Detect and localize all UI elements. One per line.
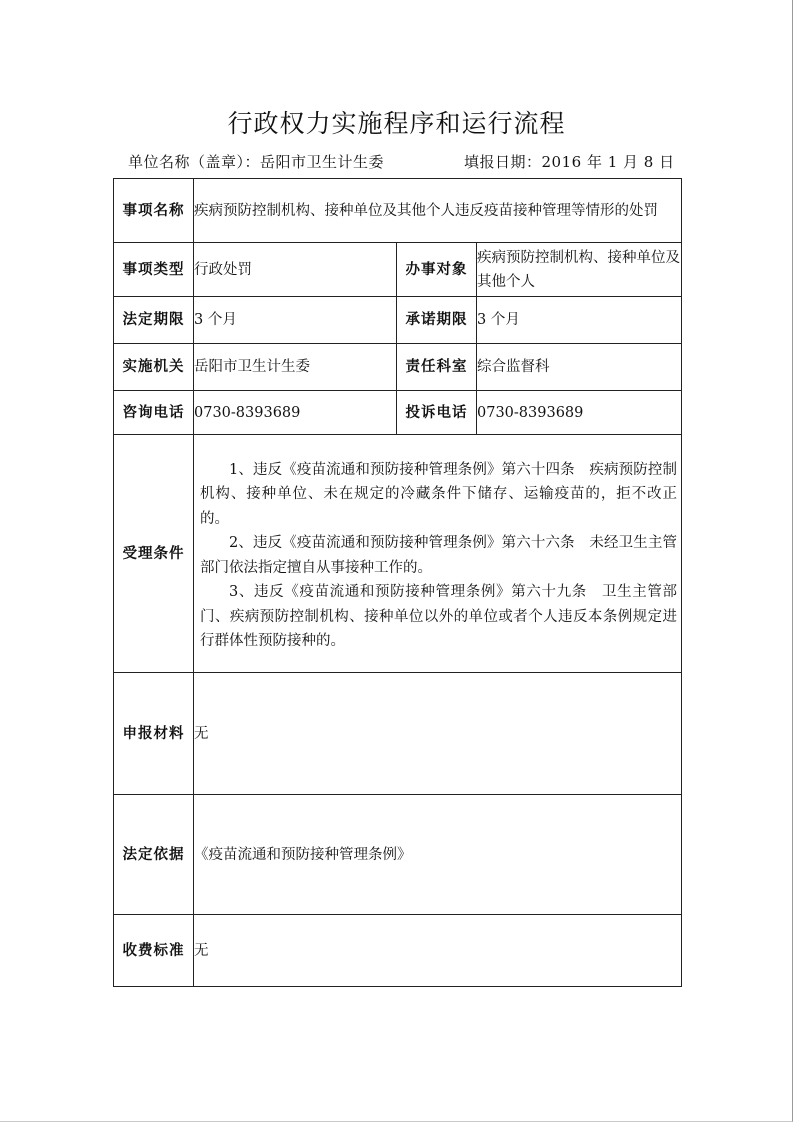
complaint-phone-label: 投诉电话 [397, 391, 477, 435]
item-name-label: 事项名称 [114, 179, 194, 243]
row-item-type [114, 243, 682, 297]
target-label: 办事对象 [397, 243, 477, 297]
promised-period-value: 3 个月 [477, 297, 682, 344]
department-label: 责任科室 [397, 344, 477, 391]
fee-value: 无 [194, 915, 682, 987]
page-title: 行政权力实施程序和运行流程 [227, 109, 566, 138]
authority-value: 岳阳市卫生计生委 [194, 344, 397, 391]
legal-period-value: 3 个月 [194, 297, 397, 344]
conditions-label: 受理条件 [114, 435, 194, 673]
fee-label: 收费标准 [114, 915, 194, 987]
row-phone [114, 391, 682, 435]
item-name-value: 疾病预防控制机构、接种单位及其他个人违反疫苗接种管理等情形的处罚 [194, 179, 682, 243]
legal-basis-value: 《疫苗流通和预防接种管理条例》 [194, 795, 682, 915]
conditions-value [194, 435, 682, 673]
condition-item-3: 3、违反《疫苗流通和预防接种管理条例》第六十九条 卫生主管部门、疾病预防控制机构、接种单位以外的单位或者个人违反本条例规定进行群体性预防接种的。 [200, 584, 677, 649]
row-item-name [114, 179, 682, 243]
item-type-label: 事项类型 [114, 243, 194, 297]
unit-name: 单位名称（盖章）：岳阳市卫生计生委 [128, 153, 385, 171]
target-value: 疾病预防控制机构、接种单位及其他个人 [477, 243, 682, 297]
condition-item-1: 1、违反《疫苗流通和预防接种管理条例》第六十四条 疾病预防控制机构、接种单位、未在规定的冷藏条件下储存、运输疫苗的，拒不改正的。 [200, 461, 677, 527]
row-materials [114, 673, 682, 795]
condition-item-2: 2、违反《疫苗流通和预防接种管理条例》第六十六条 未经卫生主管部门依法指定擅自从事接种工作的。 [200, 535, 677, 576]
materials-label: 申报材料 [114, 673, 194, 795]
item-type-value: 行政处罚 [194, 243, 397, 297]
fill-date: 填报日期：2016 年 1 月 8 日 [464, 153, 675, 171]
row-conditions [114, 435, 682, 673]
legal-basis-label: 法定依据 [114, 795, 194, 915]
row-authority [114, 344, 682, 391]
promised-period-label: 承诺期限 [397, 297, 477, 344]
consult-phone-label: 咨询电话 [114, 391, 194, 435]
row-legal-period [114, 297, 682, 344]
legal-period-label: 法定期限 [114, 297, 194, 344]
consult-phone-value: 0730-8393689 [194, 391, 397, 435]
complaint-phone-value: 0730-8393689 [477, 391, 682, 435]
authority-label: 实施机关 [114, 344, 194, 391]
row-fee [114, 915, 682, 987]
materials-value: 无 [194, 673, 682, 795]
row-legal-basis [114, 795, 682, 915]
department-value: 综合监督科 [477, 344, 682, 391]
procedure-form-table [113, 178, 682, 987]
